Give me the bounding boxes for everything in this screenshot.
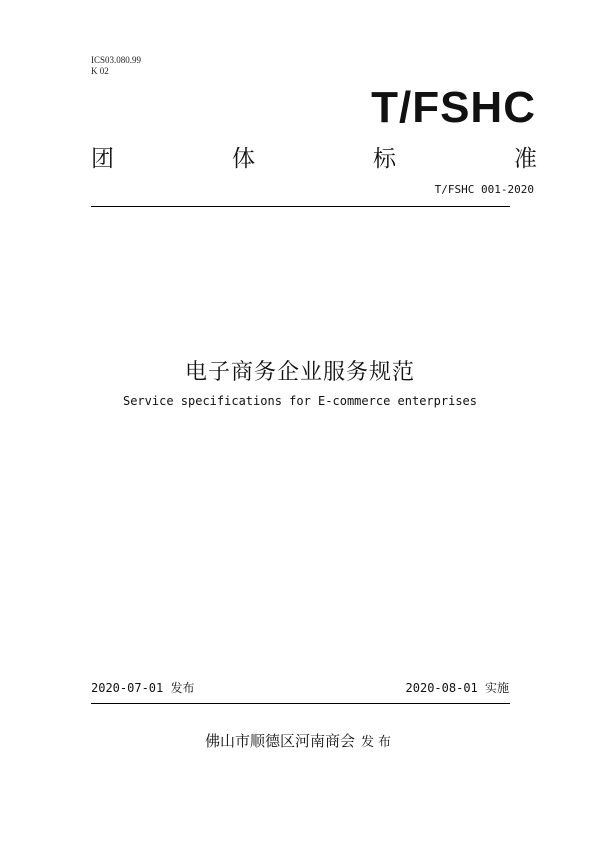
- ccs-code: K 02: [91, 66, 109, 76]
- publish-date: 2020-07-01 发布: [91, 681, 195, 695]
- standard-type-char: 准: [514, 146, 537, 172]
- header-divider: [91, 206, 510, 207]
- classification-codes: [91, 55, 141, 77]
- implement-date: 2020-08-01 实施: [405, 681, 509, 695]
- document-title-en: Service specifications for E-commerce enterprises: [122, 394, 477, 408]
- standard-brand: T/FSHC: [371, 83, 536, 132]
- standard-type: [91, 145, 537, 173]
- standard-code: T/FSHC 001-2020: [434, 183, 534, 196]
- standard-type-char: 团: [91, 146, 114, 172]
- publisher-name: 佛山市顺德区河南商会: [204, 732, 355, 750]
- footer-divider: [91, 703, 510, 704]
- standard-type-char: 标: [373, 146, 396, 172]
- publisher-suffix: 发布: [361, 735, 396, 750]
- document-title-cn: 电子商务企业服务规范: [184, 360, 415, 385]
- ics-code: ICS03.080.99: [91, 55, 142, 65]
- standard-type-char: 体: [232, 146, 255, 172]
- publisher-line: [0, 730, 600, 754]
